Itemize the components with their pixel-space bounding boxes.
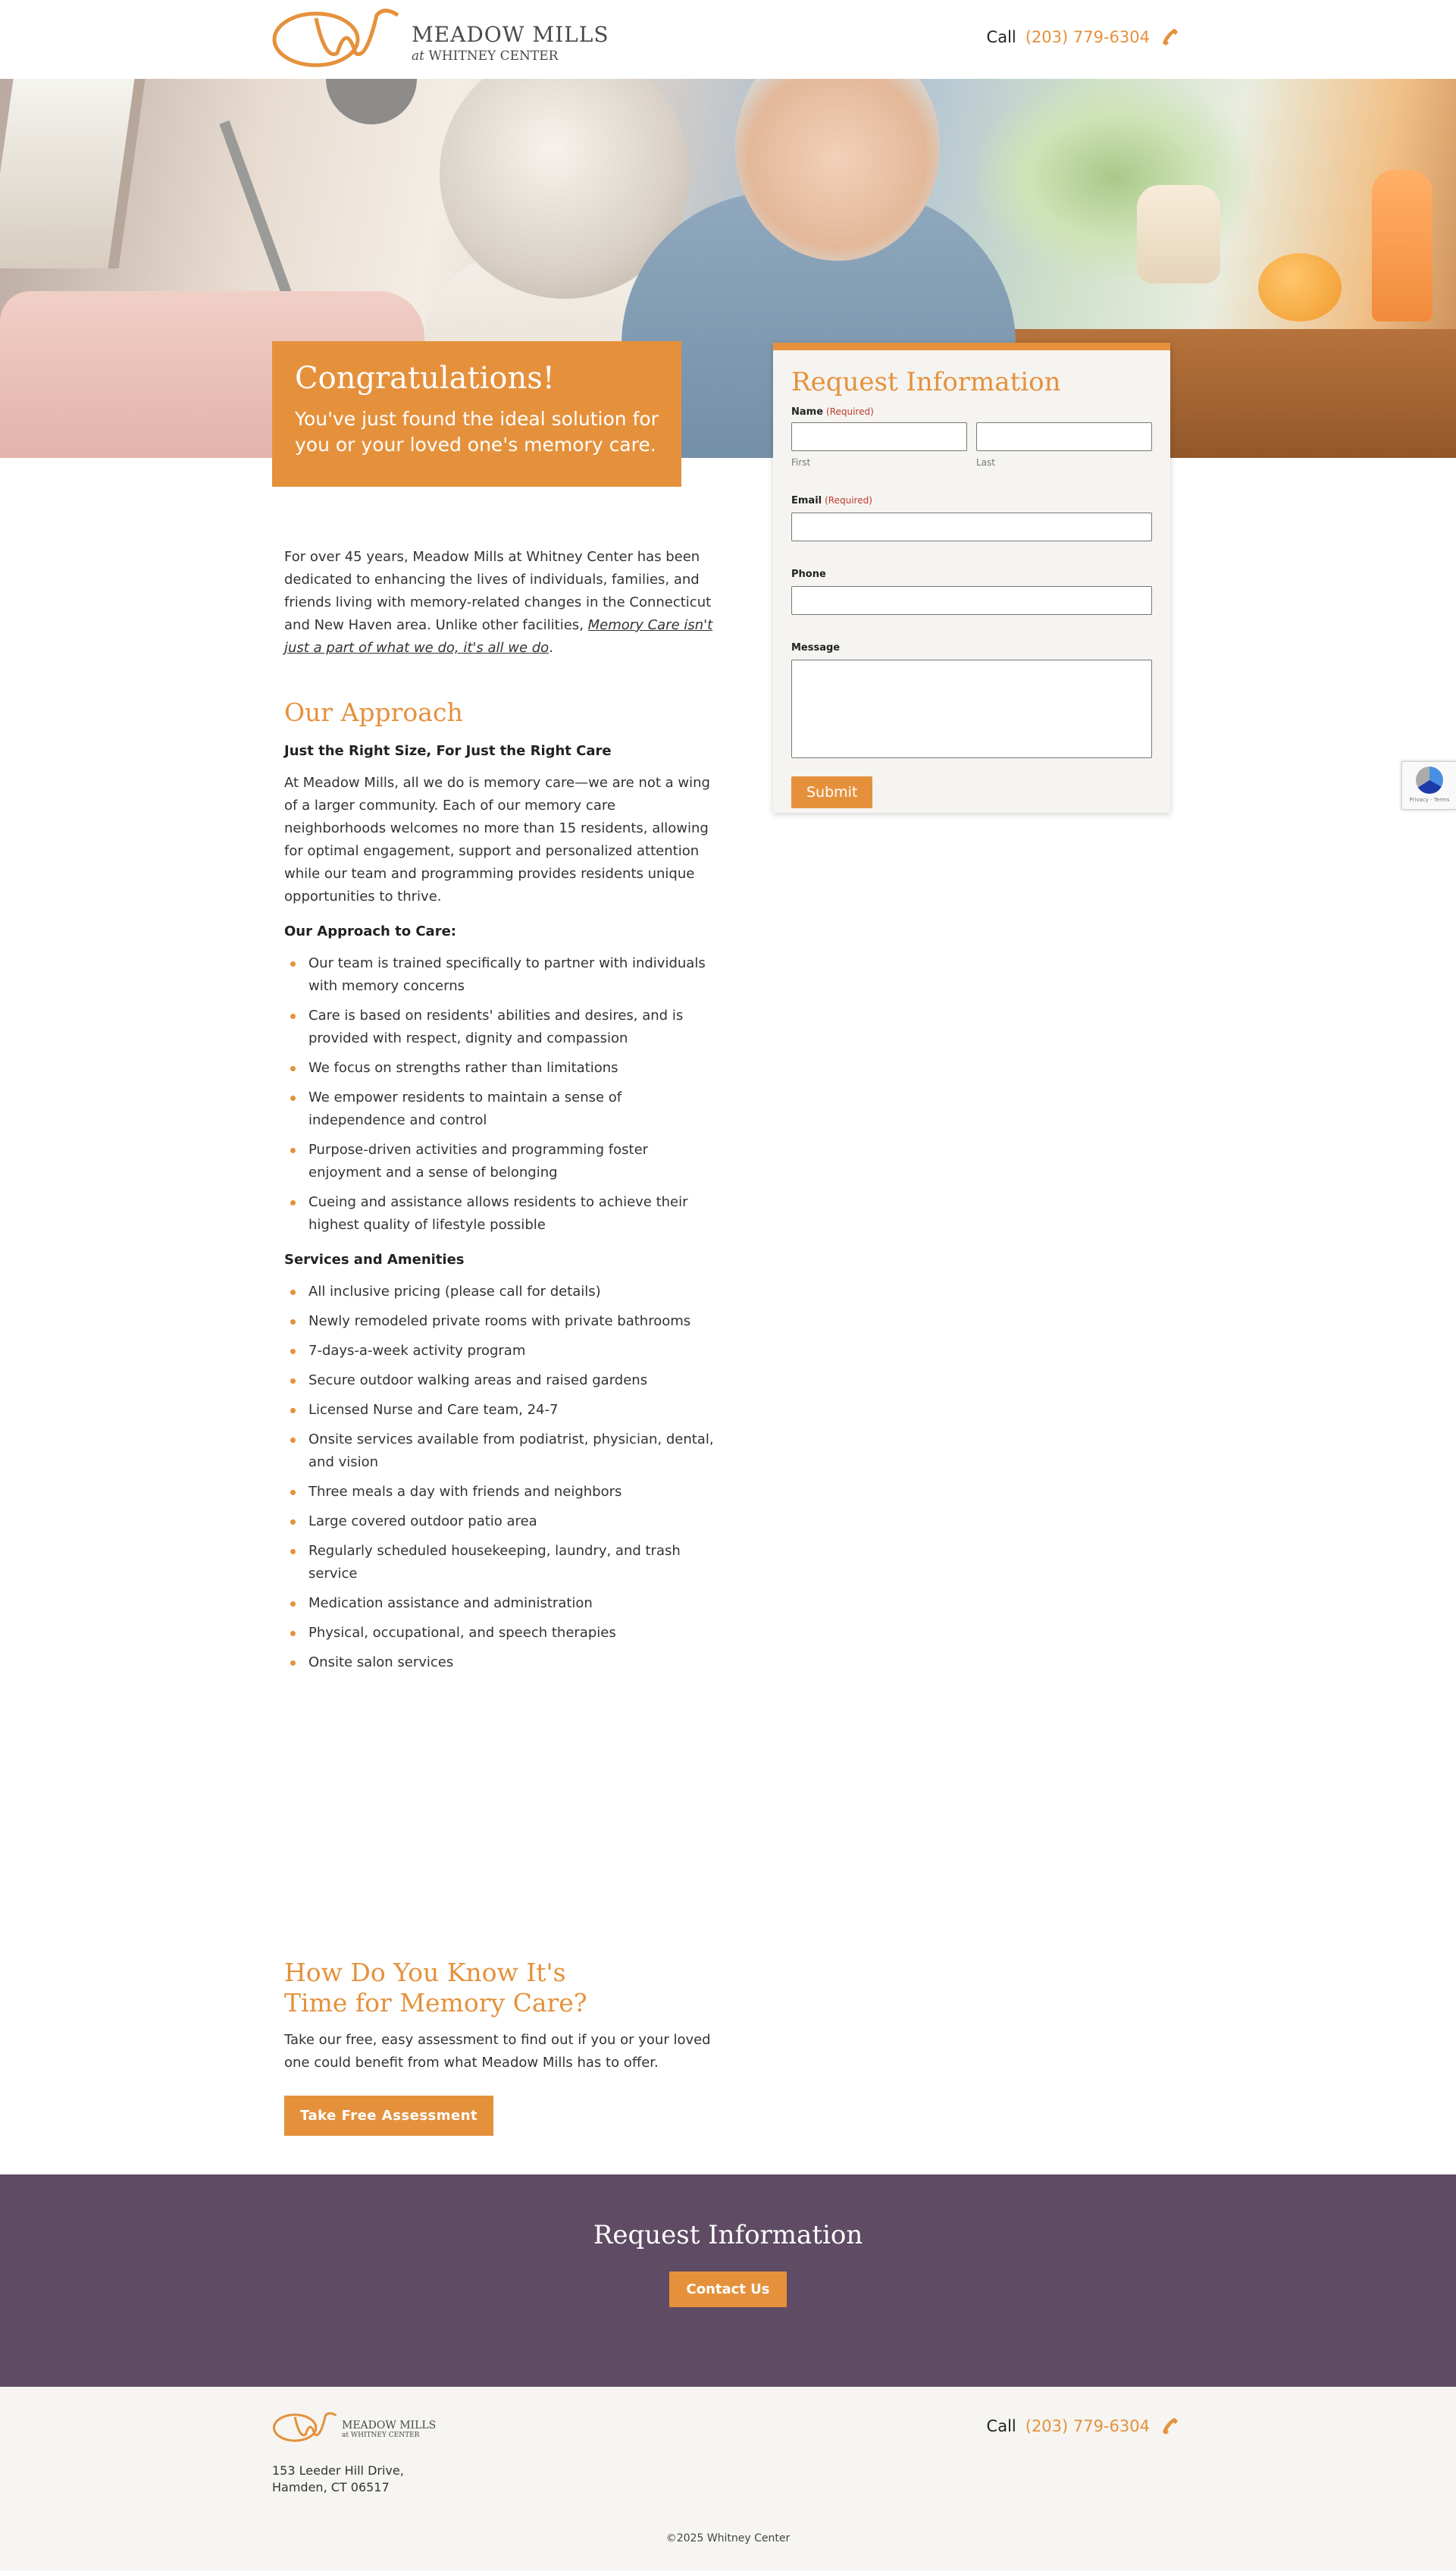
approach-list	[284, 952, 716, 1237]
call-label: Call	[986, 28, 1016, 46]
footer-phone-link[interactable]: (203) 779-6304	[1025, 2417, 1150, 2435]
services-list	[284, 1281, 716, 1674]
phone-input[interactable]	[791, 586, 1152, 615]
footer-address	[272, 2463, 404, 2496]
form-title: Request Information	[791, 367, 1061, 397]
email-required: (Required)	[825, 495, 872, 506]
footer-call-label: Call	[986, 2417, 1016, 2435]
intro-text: For over 45 years, Meadow Mills at Whitney Center has been dedicated to enhancing the lives of individuals, families, and friends living with memory-related changes in the Connecticut and New Haven area. Unlike other facilities,	[284, 549, 712, 633]
list-item: Secure outdoor walking areas and raised gardens	[308, 1369, 716, 1392]
logo-mark-icon[interactable]	[271, 8, 403, 68]
list-item: We empower residents to maintain a sense of independence and control	[308, 1086, 716, 1132]
right-size-heading: Just the Right Size, For Just the Right Care	[284, 743, 612, 759]
band-heading: Request Information	[593, 2220, 863, 2250]
hero-bottle-shape	[1372, 170, 1433, 321]
address-line1: 153 Leeder Hill Drive,	[272, 2463, 404, 2478]
message-textarea[interactable]	[791, 660, 1152, 758]
assessment-text: Take our free, easy assessment to find out if you or your loved one could benefit from what Meadow Mills has to offer.	[284, 2032, 711, 2071]
name-label	[791, 406, 1152, 418]
main-content	[284, 546, 716, 1686]
list-item: 7-days-a-week activity program	[308, 1340, 716, 1362]
first-name-sublabel: First	[791, 457, 811, 468]
approach-heading: Our Approach	[284, 698, 463, 727]
request-form	[773, 343, 1170, 813]
take-assessment-button[interactable]: Take Free Assessment	[284, 2096, 493, 2136]
hero-vase-shape	[1137, 185, 1220, 284]
footer-logo-mark-icon[interactable]	[272, 2411, 339, 2443]
hero-lampshade-shape	[326, 79, 417, 124]
email-label	[791, 495, 1152, 506]
email-label-text: Email	[791, 495, 822, 506]
footer-logo-main: MEADOW MILLS	[342, 2419, 437, 2431]
email-input[interactable]	[791, 513, 1152, 541]
assessment-heading-line2: Time for Memory Care?	[284, 1988, 587, 2018]
list-item: Onsite salon services	[308, 1651, 716, 1674]
assessment-section	[284, 1958, 716, 2136]
address-line2: Hamden, CT 06517	[272, 2480, 390, 2494]
name-required: (Required)	[826, 406, 874, 417]
phone-icon[interactable]	[1160, 28, 1179, 46]
footer-call	[987, 2417, 1179, 2435]
list-item: Physical, occupational, and speech therapies	[308, 1622, 716, 1644]
last-name-sublabel: Last	[976, 457, 995, 468]
congrats-banner	[272, 341, 681, 487]
footer-logo-sub: at WHITNEY CENTER	[342, 2431, 420, 2439]
services-heading: Services and Amenities	[284, 1252, 465, 1268]
phone-label: Phone	[791, 569, 826, 580]
intro-emphasis: Memory Care isn't just a part of what we do, it's all we do	[284, 617, 713, 656]
list-item: Three meals a day with friends and neighbors	[308, 1481, 716, 1503]
first-name-col	[791, 422, 967, 468]
footer-phone-icon[interactable]	[1160, 2417, 1179, 2435]
name-label-text: Name	[791, 406, 824, 418]
list-item: Large covered outdoor patio area	[308, 1510, 716, 1533]
list-item: Medication assistance and administration	[308, 1592, 716, 1615]
right-size-paragraph: At Meadow Mills, all we do is memory care—we are not a wing of a larger community. Each of our memory care neighborhoods welcomes no more than 15 residents, allowing for optimal engagement, support and personalized attention while our team and programming provides residents unique opportunities to thrive.	[284, 775, 710, 905]
list-item: Purpose-driven activities and programming foster enjoyment and a sense of belonging	[308, 1139, 716, 1184]
list-item: Our team is trained specifically to partner with individuals with memory concerns	[308, 952, 716, 998]
list-item: Cueing and assistance allows residents to achieve their highest quality of lifestyle possible	[308, 1191, 716, 1237]
list-item: Care is based on residents' abilities and desires, and is provided with respect, dignity and compassion	[308, 1005, 716, 1050]
request-info-band	[0, 2174, 1456, 2387]
hero-lamp-shape	[219, 121, 291, 295]
logo-sub-at: at	[412, 49, 424, 64]
footer-logo-text[interactable]	[342, 2419, 436, 2439]
header-phone-link[interactable]: (203) 779-6304	[1025, 28, 1150, 46]
intro-end: .	[549, 640, 553, 656]
hero-window-shape	[0, 79, 146, 268]
congrats-subtitle: You've just found the ideal solution for you or your loved one's memory care.	[295, 408, 659, 456]
site-header	[0, 0, 1456, 79]
approach-care-heading: Our Approach to Care:	[284, 923, 456, 939]
logo-sub-name: WHITNEY CENTER	[428, 49, 559, 64]
list-item: Onsite services available from podiatrist, physician, dental, and vision	[308, 1428, 716, 1474]
list-item: Licensed Nurse and Care team, 24-7	[308, 1399, 716, 1422]
list-item: Regularly scheduled housekeeping, laundry, and trash service	[308, 1540, 716, 1585]
recaptcha-text: Privacy - Terms	[1409, 797, 1450, 803]
contact-us-button[interactable]: Contact Us	[669, 2272, 786, 2307]
assessment-heading	[284, 1958, 716, 2018]
intro-paragraph	[284, 546, 716, 660]
last-name-col	[976, 422, 1152, 468]
last-name-input[interactable]	[976, 422, 1152, 451]
submit-button[interactable]: Submit	[791, 776, 872, 808]
congrats-title: Congratulations!	[295, 361, 555, 396]
assessment-heading-line1: How Do You Know It's	[284, 1958, 566, 1987]
site-footer	[0, 2387, 1456, 2571]
header-call	[987, 28, 1179, 46]
first-name-input[interactable]	[791, 422, 967, 451]
name-row	[791, 422, 1152, 468]
list-item: All inclusive pricing (please call for details)	[308, 1281, 716, 1303]
list-item: Newly remodeled private rooms with private bathrooms	[308, 1310, 716, 1333]
logo-text[interactable]	[412, 22, 609, 64]
recaptcha-icon	[1416, 767, 1443, 794]
hero-image	[0, 79, 1456, 458]
list-item: We focus on strengths rather than limitations	[308, 1057, 716, 1080]
copyright: ©2025 Whitney Center	[665, 2532, 791, 2544]
message-label: Message	[791, 642, 841, 654]
logo-main-text: MEADOW MILLS	[412, 22, 609, 47]
logo-sub-text	[412, 49, 609, 64]
hero-orange-shape	[1258, 253, 1342, 321]
recaptcha-badge[interactable]	[1401, 761, 1456, 810]
